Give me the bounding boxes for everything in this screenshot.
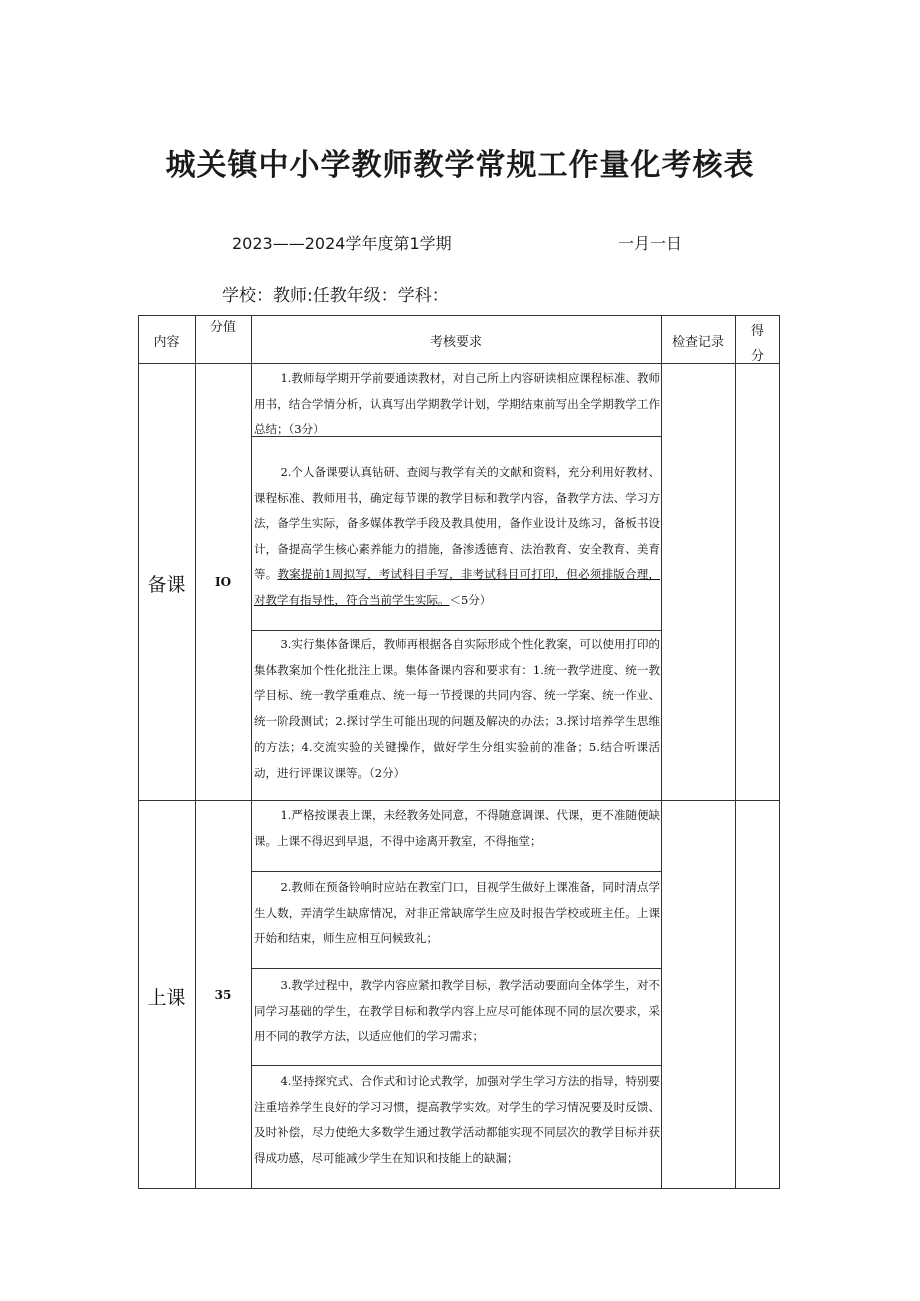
section-name-teaching: 上课 <box>147 987 186 1009</box>
header-score-top: 得 <box>750 324 764 339</box>
requirement-item: 3.教学过程中，教学内容应紧扣教学目标，教学活动要面向全体学生，对不同学习基础的学生，在教学目标和教学内容上应尽可能体现不同的层次要求，采用不同的教学方法，以适应他们的学习需求； <box>254 978 660 1043</box>
date-label: 一月一日 <box>618 234 683 253</box>
header-requirements: 考核要求 <box>429 335 482 350</box>
requirement-item: 1.严格按课表上课，未经教务处同意，不得随意调课、代课，更不准随便缺课。上课不得迟到早退，不得中途离开教室，不得拖堂； <box>254 808 660 848</box>
section-value-lesson-prep: IO <box>214 575 232 589</box>
header-score-value: 分值 <box>209 320 236 335</box>
header-check-record: 检查记录 <box>671 335 724 350</box>
term-label: 2023——2024学年度第1学期 <box>232 234 452 253</box>
requirement-text: 2.个人备课要认真钻研、查阅与教学有关的文献和资料，充分利用好教材、课程标准、教师用书，确定每节课的教学目标和教学内容，备教学方法、学习方法，备学生实际，备多媒体教学手段及教具使用，备作业设计及练习，备板书设计，备提高学生核心素养能力的措施，备渗透德育、法治教育、安全教育、美育等。 <box>254 465 660 581</box>
header-score-bottom: 分 <box>750 349 764 364</box>
school-teacher-grade-subject-line: 学校：教师:任教年级：学科： <box>222 286 449 306</box>
requirement-item: 1.教师每学期开学前要通读教材，对自己所上内容研读相应课程标准、教师用书，结合学情分析，认真写出学期教学计划，学期结束前写出全学期教学工作总结；（3分） <box>254 371 660 436</box>
requirement-suffix: ＜5分） <box>449 592 492 607</box>
assessment-table <box>138 315 780 1189</box>
requirement-item: 4.坚持探究式、合作式和讨论式教学，加强对学生学习方法的指导，特别要注重培养学生良好的学习习惯，提高教学实效。对学生的学习情况要及时反馈、及时补偿，尽力使绝大多数学生通过教学活动都能实现不同层次的教学目标并获得成功感，尽可能减少学生在知识和技能上的缺漏； <box>254 1074 660 1165</box>
section-value-teaching: 35 <box>214 988 232 1002</box>
requirement-item: 3.实行集体备课后，教师再根据各自实际形成个性化教案，可以使用打印的集体教案加个性化批注上课。集体备课内容和要求有：1.统一教学进度、统一教学目标、统一教学重难点、统一每一节授课的共同内容、统一学案、统一作业、统一阶段测试；2.探讨学生可能出现的问题及解决的办法；3.探讨培养学生思维的方法；4.交流实验的关键操作，做好学生分组实验前的准备；5.结合听课活动，进行评课议课等。（2分） <box>254 637 660 780</box>
requirement-underlined-text: 教案提前1周拟写，考试科目手写，非考试科目可打印，但必须排版合理，对教学有指导性，符合当前学生实际。 <box>254 567 660 607</box>
requirement-item <box>254 460 660 613</box>
requirement-item: 2.教师在预备铃响时应站在教室门口，目视学生做好上课准备，同时清点学生人数，弄清学生缺席情况，对非正常缺席学生应及时报告学校或班主任。上课开始和结束，师生应相互问候致礼； <box>254 880 660 945</box>
header-content: 内容 <box>153 335 180 350</box>
section-name-lesson-prep: 备课 <box>147 574 186 596</box>
document-title: 城关镇中小学教师教学常规工作量化考核表 <box>165 148 755 183</box>
